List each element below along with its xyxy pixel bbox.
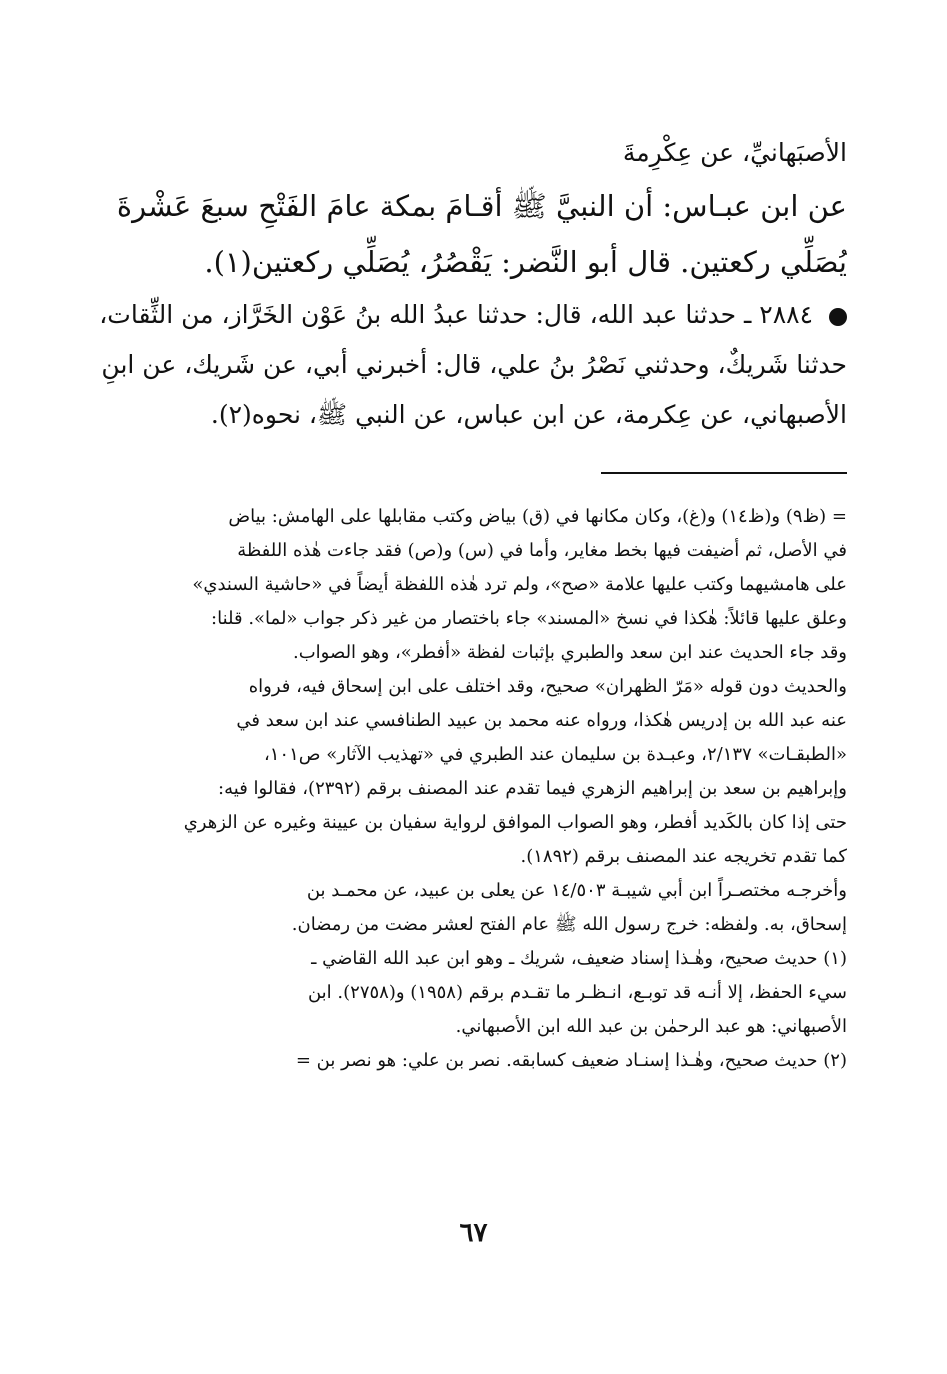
main-text-line: ٢٨٨٤ ـ حدثنا عبد الله، قال: حدثنا عبدُ الله بنُ عَوْن الخَرَّاز، من الثِّقات، [99, 300, 813, 329]
footnote-line: سيء الحفظ، إلا أنـه قد توبـع، انـظـر ما تقـدم برقم (١٩٥٨) و(٢٧٥٨). ابن [307, 982, 847, 1003]
main-text-block [99, 128, 847, 440]
footnote-line: وقد جاء الحديث عند ابن سعد والطبري بإثبات لفظة «أفطر»، وهو الصواب. [293, 642, 847, 663]
footnote-line: عنه عبد الله بن إدريس هٰكذا، ورواه عنه محمد بن عبيد الطنافسي عند ابن سعد في [236, 710, 847, 731]
footnote-line: إسحاق، به. ولفظه: خرج رسول الله ﷺ عام الفتح لعشر مضت من رمضان. [291, 914, 847, 935]
footnote-line: حتى إذا كان بالكَديد أفطر، وهو الصواب الموافق لرواية سفيان بن عيينة وغيره عن الزهري [183, 812, 847, 833]
footnote-line: (١) حديث صحيح، وهٰـذا إسناد ضعيف، شريك ـ وهو ابن عبد الله القاضي ـ [311, 948, 847, 969]
footnotes-block [99, 500, 847, 1078]
hadith-first-line [99, 290, 847, 340]
main-text-line: الأصبهاني، عن عِكرمة، عن ابن عباس، عن النبي ﷺ، نحوه(٢). [210, 400, 847, 429]
footnote-line: الأصبهاني: هو عبد الرحمٰن بن عبد الله ابن الأصبهاني. [455, 1016, 847, 1037]
footnote-line: «الطبقـات» ٢/١٣٧، وعبـدة بن سليمان عند الطبري في «تهذيب الآثار» ص١٠١، [263, 744, 847, 765]
page-number: ٦٧ [459, 1218, 488, 1248]
footnote-line: في الأصل، ثم أضيفت فيها بخط مغاير، وأما في (س) و(ص) فقد جاءت هٰذه اللفظة [237, 540, 847, 561]
footnote-line: (٢) حديث صحيح، وهٰـذا إسنـاد ضعيف كسابقه. نصر بن علي: هو نصر بن = [295, 1050, 847, 1071]
footnote-line: وإبراهيم بن سعد بن إبراهيم الزهري فيما تقدم عند المصنف برقم (٢٣٩٢)، فقالوا فيه: [218, 778, 847, 799]
footnote-line: = (ظ٩) و(ظ١٤) و(غ)، وكان مكانها في (ق) بياض وكتب مقابلها على الهامش: بياض [228, 506, 847, 527]
footnote-line: وعلق عليها قائلاً: هٰكذا في نسخ «المسند» جاء باختصار من غير ذكر جواب «لما». قلنا: [211, 608, 847, 629]
main-text-line: الأصبَهانيِّ، عن عِكْرِمةَ [622, 138, 847, 167]
main-text-line: حدثنا شَريكٌ، وحدثني نَصْرُ بنُ علي، قال: أخبرني أبي، عن شَريك، عن ابنِ [101, 350, 847, 379]
main-text-line: عن ابن عبـاس: أن النبيَّ ﷺ أقـامَ بمكة عامَ الفَتْحِ سبعَ عَشْرةَ [116, 189, 847, 223]
footnote-line: على هامشيهما وكتب عليها علامة «صح»، ولم ترد هٰذه اللفظة أيضاً في «حاشية السندي» [192, 574, 847, 595]
bullet-icon [829, 308, 847, 326]
footnote-separator [601, 472, 847, 474]
footnote-line: وأخرجـه مختصـراً ابن أبي شيبـة ١٤/٥٠٣ عن يعلى بن عبيد، عن محمـد بن [306, 880, 847, 901]
footnote-line: كما تقدم تخريجه عند المصنف برقم (١٨٩٢). [520, 846, 847, 867]
footnote-line: والحديث دون قوله «مَرّ الظهران» صحيح، وقد اختلف على ابن إسحاق فيه، فرواه [248, 676, 847, 697]
main-text-line: يُصَلِّي ركعتين. قال أبو النَّضر: يَقْصُرُ، يُصَلِّي ركعتين(١). [204, 245, 847, 279]
